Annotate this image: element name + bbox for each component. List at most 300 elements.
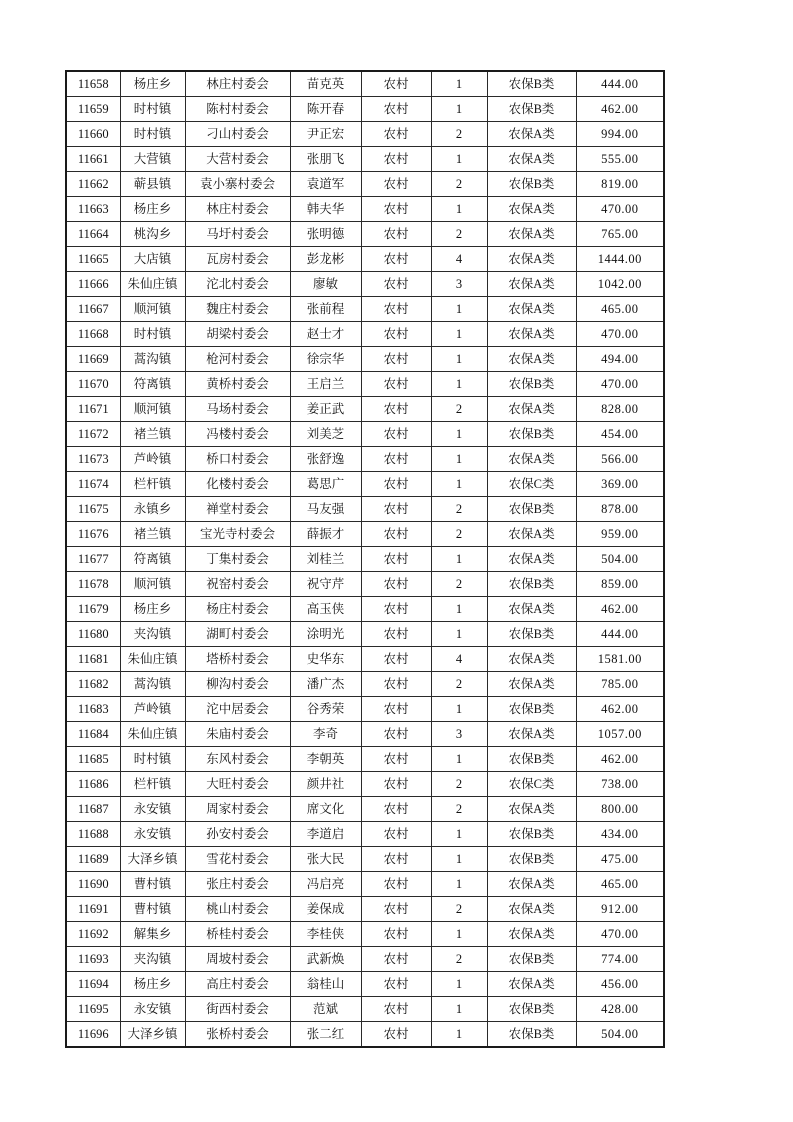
cell-person-name: 廖敏	[290, 272, 361, 297]
cell-amount: 859.00	[576, 572, 664, 597]
cell-person-count: 2	[431, 572, 487, 597]
cell-village-committee: 陈村村委会	[185, 97, 290, 122]
cell-household-type: 农村	[361, 947, 431, 972]
cell-record-id: 11682	[66, 672, 120, 697]
table-row	[66, 947, 664, 972]
table-row	[66, 547, 664, 572]
cell-person-count: 1	[431, 822, 487, 847]
cell-person-name: 史华东	[290, 647, 361, 672]
cell-town: 朱仙庄镇	[120, 647, 185, 672]
cell-village-committee: 大旺村委会	[185, 772, 290, 797]
table-row	[66, 472, 664, 497]
cell-record-id: 11680	[66, 622, 120, 647]
cell-town: 朱仙庄镇	[120, 272, 185, 297]
cell-record-id: 11664	[66, 222, 120, 247]
cell-person-name: 张朋飞	[290, 147, 361, 172]
table-row	[66, 222, 664, 247]
cell-person-name: 武新焕	[290, 947, 361, 972]
cell-person-name: 翁桂山	[290, 972, 361, 997]
cell-amount: 738.00	[576, 772, 664, 797]
cell-person-count: 2	[431, 222, 487, 247]
cell-village-committee: 张桥村委会	[185, 1022, 290, 1048]
cell-insurance-category: 农保A类	[487, 347, 576, 372]
cell-amount: 504.00	[576, 547, 664, 572]
cell-person-count: 1	[431, 472, 487, 497]
table-row	[66, 522, 664, 547]
cell-village-committee: 街西村委会	[185, 997, 290, 1022]
cell-person-name: 姜正武	[290, 397, 361, 422]
cell-town: 大店镇	[120, 247, 185, 272]
cell-amount: 1444.00	[576, 247, 664, 272]
cell-town: 永安镇	[120, 822, 185, 847]
cell-insurance-category: 农保B类	[487, 172, 576, 197]
cell-person-count: 4	[431, 647, 487, 672]
cell-person-count: 2	[431, 897, 487, 922]
cell-person-count: 1	[431, 347, 487, 372]
cell-record-id: 11658	[66, 71, 120, 97]
cell-village-committee: 沱中居委会	[185, 697, 290, 722]
cell-record-id: 11688	[66, 822, 120, 847]
cell-village-committee: 塔桥村委会	[185, 647, 290, 672]
cell-record-id: 11662	[66, 172, 120, 197]
cell-amount: 434.00	[576, 822, 664, 847]
cell-person-count: 1	[431, 922, 487, 947]
cell-record-id: 11691	[66, 897, 120, 922]
cell-household-type: 农村	[361, 247, 431, 272]
cell-town: 曹村镇	[120, 872, 185, 897]
cell-household-type: 农村	[361, 472, 431, 497]
cell-household-type: 农村	[361, 972, 431, 997]
cell-insurance-category: 农保A类	[487, 897, 576, 922]
cell-record-id: 11674	[66, 472, 120, 497]
cell-person-count: 1	[431, 1022, 487, 1048]
cell-town: 蒿沟镇	[120, 347, 185, 372]
cell-amount: 774.00	[576, 947, 664, 972]
cell-person-name: 范斌	[290, 997, 361, 1022]
cell-person-count: 1	[431, 372, 487, 397]
cell-record-id: 11673	[66, 447, 120, 472]
cell-person-count: 1	[431, 71, 487, 97]
cell-person-name: 潘广杰	[290, 672, 361, 697]
cell-person-name: 席文化	[290, 797, 361, 822]
cell-person-name: 姜保成	[290, 897, 361, 922]
cell-person-name: 李桂侠	[290, 922, 361, 947]
cell-village-committee: 朱庙村委会	[185, 722, 290, 747]
cell-insurance-category: 农保B类	[487, 422, 576, 447]
cell-town: 栏杆镇	[120, 772, 185, 797]
cell-insurance-category: 农保A类	[487, 872, 576, 897]
cell-town: 芦岭镇	[120, 697, 185, 722]
cell-town: 时村镇	[120, 747, 185, 772]
cell-town: 蒿沟镇	[120, 672, 185, 697]
cell-person-count: 2	[431, 122, 487, 147]
cell-amount: 454.00	[576, 422, 664, 447]
cell-amount: 428.00	[576, 997, 664, 1022]
cell-record-id: 11679	[66, 597, 120, 622]
cell-amount: 456.00	[576, 972, 664, 997]
cell-village-committee: 周坡村委会	[185, 947, 290, 972]
cell-household-type: 农村	[361, 522, 431, 547]
cell-household-type: 农村	[361, 747, 431, 772]
cell-record-id: 11667	[66, 297, 120, 322]
cell-town: 时村镇	[120, 97, 185, 122]
cell-amount: 912.00	[576, 897, 664, 922]
cell-amount: 465.00	[576, 297, 664, 322]
cell-village-committee: 高庄村委会	[185, 972, 290, 997]
cell-town: 顺河镇	[120, 572, 185, 597]
cell-record-id: 11663	[66, 197, 120, 222]
cell-town: 褚兰镇	[120, 522, 185, 547]
cell-person-name: 彭龙彬	[290, 247, 361, 272]
cell-insurance-category: 农保A类	[487, 922, 576, 947]
cell-village-committee: 瓦房村委会	[185, 247, 290, 272]
cell-person-name: 张前程	[290, 297, 361, 322]
cell-village-committee: 张庄村委会	[185, 872, 290, 897]
cell-record-id: 11693	[66, 947, 120, 972]
cell-town: 大泽乡镇	[120, 1022, 185, 1048]
table-row	[66, 772, 664, 797]
cell-person-count: 1	[431, 447, 487, 472]
table-row	[66, 71, 664, 97]
cell-village-committee: 雪花村委会	[185, 847, 290, 872]
cell-amount: 785.00	[576, 672, 664, 697]
cell-amount: 1057.00	[576, 722, 664, 747]
cell-insurance-category: 农保B类	[487, 372, 576, 397]
cell-person-name: 韩夫华	[290, 197, 361, 222]
cell-town: 桃沟乡	[120, 222, 185, 247]
cell-town: 时村镇	[120, 122, 185, 147]
cell-amount: 470.00	[576, 372, 664, 397]
cell-household-type: 农村	[361, 897, 431, 922]
table-row	[66, 747, 664, 772]
cell-insurance-category: 农保A类	[487, 197, 576, 222]
cell-amount: 369.00	[576, 472, 664, 497]
cell-amount: 462.00	[576, 97, 664, 122]
cell-town: 大泽乡镇	[120, 847, 185, 872]
table-row	[66, 597, 664, 622]
cell-household-type: 农村	[361, 347, 431, 372]
cell-person-count: 1	[431, 197, 487, 222]
cell-household-type: 农村	[361, 622, 431, 647]
cell-household-type: 农村	[361, 672, 431, 697]
cell-village-committee: 桃山村委会	[185, 897, 290, 922]
cell-village-committee: 枪河村委会	[185, 347, 290, 372]
cell-person-name: 马友强	[290, 497, 361, 522]
cell-village-committee: 马场村委会	[185, 397, 290, 422]
cell-village-committee: 杨庄村委会	[185, 597, 290, 622]
cell-household-type: 农村	[361, 772, 431, 797]
cell-record-id: 11670	[66, 372, 120, 397]
cell-village-committee: 林庄村委会	[185, 71, 290, 97]
cell-person-name: 袁道军	[290, 172, 361, 197]
cell-person-name: 张舒逸	[290, 447, 361, 472]
cell-amount: 475.00	[576, 847, 664, 872]
cell-record-id: 11689	[66, 847, 120, 872]
cell-amount: 994.00	[576, 122, 664, 147]
cell-village-committee: 祝窑村委会	[185, 572, 290, 597]
cell-person-name: 张大民	[290, 847, 361, 872]
cell-person-name: 苗克英	[290, 71, 361, 97]
cell-insurance-category: 农保A类	[487, 447, 576, 472]
cell-amount: 504.00	[576, 1022, 664, 1048]
cell-insurance-category: 农保A类	[487, 547, 576, 572]
cell-village-committee: 胡梁村委会	[185, 322, 290, 347]
cell-household-type: 农村	[361, 547, 431, 572]
cell-household-type: 农村	[361, 172, 431, 197]
cell-village-committee: 柳沟村委会	[185, 672, 290, 697]
table-row	[66, 122, 664, 147]
cell-person-count: 2	[431, 672, 487, 697]
cell-record-id: 11685	[66, 747, 120, 772]
cell-record-id: 11668	[66, 322, 120, 347]
cell-town: 顺河镇	[120, 297, 185, 322]
cell-household-type: 农村	[361, 572, 431, 597]
cell-household-type: 农村	[361, 1022, 431, 1048]
cell-amount: 494.00	[576, 347, 664, 372]
cell-record-id: 11677	[66, 547, 120, 572]
cell-village-committee: 马圩村委会	[185, 222, 290, 247]
cell-amount: 462.00	[576, 697, 664, 722]
cell-amount: 462.00	[576, 747, 664, 772]
table-row	[66, 922, 664, 947]
cell-amount: 444.00	[576, 622, 664, 647]
cell-household-type: 农村	[361, 997, 431, 1022]
cell-village-committee: 刁山村委会	[185, 122, 290, 147]
cell-insurance-category: 农保B类	[487, 572, 576, 597]
table-row	[66, 697, 664, 722]
cell-insurance-category: 农保B类	[487, 822, 576, 847]
cell-record-id: 11660	[66, 122, 120, 147]
cell-record-id: 11681	[66, 647, 120, 672]
cell-town: 朱仙庄镇	[120, 722, 185, 747]
cell-person-count: 2	[431, 947, 487, 972]
cell-household-type: 农村	[361, 97, 431, 122]
table-row	[66, 822, 664, 847]
cell-person-name: 李奇	[290, 722, 361, 747]
cell-person-count: 1	[431, 547, 487, 572]
cell-insurance-category: 农保A类	[487, 647, 576, 672]
cell-town: 曹村镇	[120, 897, 185, 922]
cell-amount: 878.00	[576, 497, 664, 522]
cell-household-type: 农村	[361, 922, 431, 947]
cell-person-name: 陈开春	[290, 97, 361, 122]
cell-record-id: 11659	[66, 97, 120, 122]
cell-town: 符离镇	[120, 372, 185, 397]
cell-person-name: 薛振才	[290, 522, 361, 547]
cell-record-id: 11672	[66, 422, 120, 447]
cell-town: 时村镇	[120, 322, 185, 347]
cell-record-id: 11665	[66, 247, 120, 272]
cell-person-count: 1	[431, 147, 487, 172]
cell-household-type: 农村	[361, 272, 431, 297]
cell-village-committee: 孙安村委会	[185, 822, 290, 847]
cell-village-committee: 袁小寨村委会	[185, 172, 290, 197]
cell-town: 解集乡	[120, 922, 185, 947]
cell-record-id: 11690	[66, 872, 120, 897]
cell-village-committee: 沱北村委会	[185, 272, 290, 297]
cell-household-type: 农村	[361, 372, 431, 397]
cell-person-count: 1	[431, 597, 487, 622]
cell-amount: 765.00	[576, 222, 664, 247]
cell-person-count: 1	[431, 747, 487, 772]
table-row	[66, 422, 664, 447]
cell-insurance-category: 农保B类	[487, 747, 576, 772]
cell-town: 芦岭镇	[120, 447, 185, 472]
cell-insurance-category: 农保A类	[487, 122, 576, 147]
cell-insurance-category: 农保A类	[487, 247, 576, 272]
cell-person-count: 1	[431, 972, 487, 997]
cell-person-name: 涂明光	[290, 622, 361, 647]
cell-town: 栏杆镇	[120, 472, 185, 497]
cell-amount: 555.00	[576, 147, 664, 172]
cell-town: 杨庄乡	[120, 197, 185, 222]
cell-insurance-category: 农保B类	[487, 97, 576, 122]
table-row	[66, 797, 664, 822]
table-row	[66, 897, 664, 922]
cell-person-name: 高玉侠	[290, 597, 361, 622]
cell-person-name: 谷秀荣	[290, 697, 361, 722]
table-row	[66, 647, 664, 672]
cell-village-committee: 桥桂村委会	[185, 922, 290, 947]
cell-village-committee: 禅堂村委会	[185, 497, 290, 522]
cell-person-count: 1	[431, 622, 487, 647]
cell-town: 杨庄乡	[120, 71, 185, 97]
cell-insurance-category: 农保B类	[487, 497, 576, 522]
cell-insurance-category: 农保A类	[487, 147, 576, 172]
cell-town: 永安镇	[120, 797, 185, 822]
cell-town: 大营镇	[120, 147, 185, 172]
cell-insurance-category: 农保A类	[487, 797, 576, 822]
cell-person-count: 1	[431, 997, 487, 1022]
cell-person-count: 1	[431, 872, 487, 897]
cell-person-name: 徐宗华	[290, 347, 361, 372]
cell-household-type: 农村	[361, 497, 431, 522]
table-row	[66, 722, 664, 747]
table-row	[66, 497, 664, 522]
cell-village-committee: 化楼村委会	[185, 472, 290, 497]
cell-person-name: 张明德	[290, 222, 361, 247]
cell-town: 顺河镇	[120, 397, 185, 422]
cell-person-name: 尹正宏	[290, 122, 361, 147]
cell-record-id: 11671	[66, 397, 120, 422]
table-row	[66, 247, 664, 272]
cell-person-count: 4	[431, 247, 487, 272]
cell-town: 符离镇	[120, 547, 185, 572]
cell-household-type: 农村	[361, 147, 431, 172]
cell-person-name: 葛思广	[290, 472, 361, 497]
cell-town: 杨庄乡	[120, 597, 185, 622]
cell-town: 永安镇	[120, 997, 185, 1022]
table-row	[66, 872, 664, 897]
table-row	[66, 197, 664, 222]
table-row	[66, 622, 664, 647]
table-row	[66, 972, 664, 997]
cell-insurance-category: 农保A类	[487, 522, 576, 547]
cell-household-type: 农村	[361, 847, 431, 872]
cell-household-type: 农村	[361, 722, 431, 747]
cell-insurance-category: 农保C类	[487, 772, 576, 797]
cell-household-type: 农村	[361, 297, 431, 322]
cell-record-id: 11676	[66, 522, 120, 547]
cell-person-count: 2	[431, 172, 487, 197]
table-row	[66, 672, 664, 697]
table-row	[66, 447, 664, 472]
table-row	[66, 272, 664, 297]
cell-insurance-category: 农保A类	[487, 322, 576, 347]
table-row	[66, 322, 664, 347]
table-row	[66, 847, 664, 872]
cell-person-count: 1	[431, 422, 487, 447]
cell-person-name: 张二红	[290, 1022, 361, 1048]
cell-amount: 566.00	[576, 447, 664, 472]
cell-record-id: 11684	[66, 722, 120, 747]
cell-town: 蕲县镇	[120, 172, 185, 197]
cell-amount: 465.00	[576, 872, 664, 897]
cell-household-type: 农村	[361, 71, 431, 97]
cell-insurance-category: 农保B类	[487, 1022, 576, 1048]
records-table	[65, 70, 665, 1048]
cell-person-name: 刘桂兰	[290, 547, 361, 572]
cell-village-committee: 黄桥村委会	[185, 372, 290, 397]
cell-insurance-category: 农保A类	[487, 272, 576, 297]
cell-insurance-category: 农保A类	[487, 397, 576, 422]
table-row	[66, 347, 664, 372]
cell-household-type: 农村	[361, 697, 431, 722]
cell-amount: 828.00	[576, 397, 664, 422]
cell-person-count: 2	[431, 397, 487, 422]
cell-household-type: 农村	[361, 322, 431, 347]
cell-insurance-category: 农保B类	[487, 71, 576, 97]
cell-person-name: 王启兰	[290, 372, 361, 397]
cell-amount: 470.00	[576, 322, 664, 347]
cell-record-id: 11669	[66, 347, 120, 372]
table-row	[66, 172, 664, 197]
cell-person-name: 李道启	[290, 822, 361, 847]
cell-village-committee: 湖町村委会	[185, 622, 290, 647]
cell-village-committee: 大营村委会	[185, 147, 290, 172]
cell-insurance-category: 农保A类	[487, 672, 576, 697]
cell-person-name: 刘美芝	[290, 422, 361, 447]
cell-town: 永镇乡	[120, 497, 185, 522]
cell-amount: 819.00	[576, 172, 664, 197]
cell-amount: 1042.00	[576, 272, 664, 297]
cell-village-committee: 东风村委会	[185, 747, 290, 772]
cell-household-type: 农村	[361, 822, 431, 847]
cell-record-id: 11686	[66, 772, 120, 797]
cell-amount: 1581.00	[576, 647, 664, 672]
cell-record-id: 11692	[66, 922, 120, 947]
table-row	[66, 97, 664, 122]
cell-record-id: 11683	[66, 697, 120, 722]
cell-insurance-category: 农保C类	[487, 472, 576, 497]
cell-town: 夹沟镇	[120, 947, 185, 972]
cell-insurance-category: 农保B类	[487, 847, 576, 872]
cell-person-count: 1	[431, 297, 487, 322]
cell-household-type: 农村	[361, 397, 431, 422]
cell-amount: 444.00	[576, 71, 664, 97]
cell-village-committee: 冯楼村委会	[185, 422, 290, 447]
table-row	[66, 997, 664, 1022]
cell-insurance-category: 农保A类	[487, 297, 576, 322]
cell-person-count: 3	[431, 272, 487, 297]
cell-person-count: 3	[431, 722, 487, 747]
cell-person-count: 2	[431, 522, 487, 547]
table-row	[66, 372, 664, 397]
table-row	[66, 1022, 664, 1048]
cell-person-count: 1	[431, 322, 487, 347]
cell-village-committee: 丁集村委会	[185, 547, 290, 572]
cell-household-type: 农村	[361, 197, 431, 222]
